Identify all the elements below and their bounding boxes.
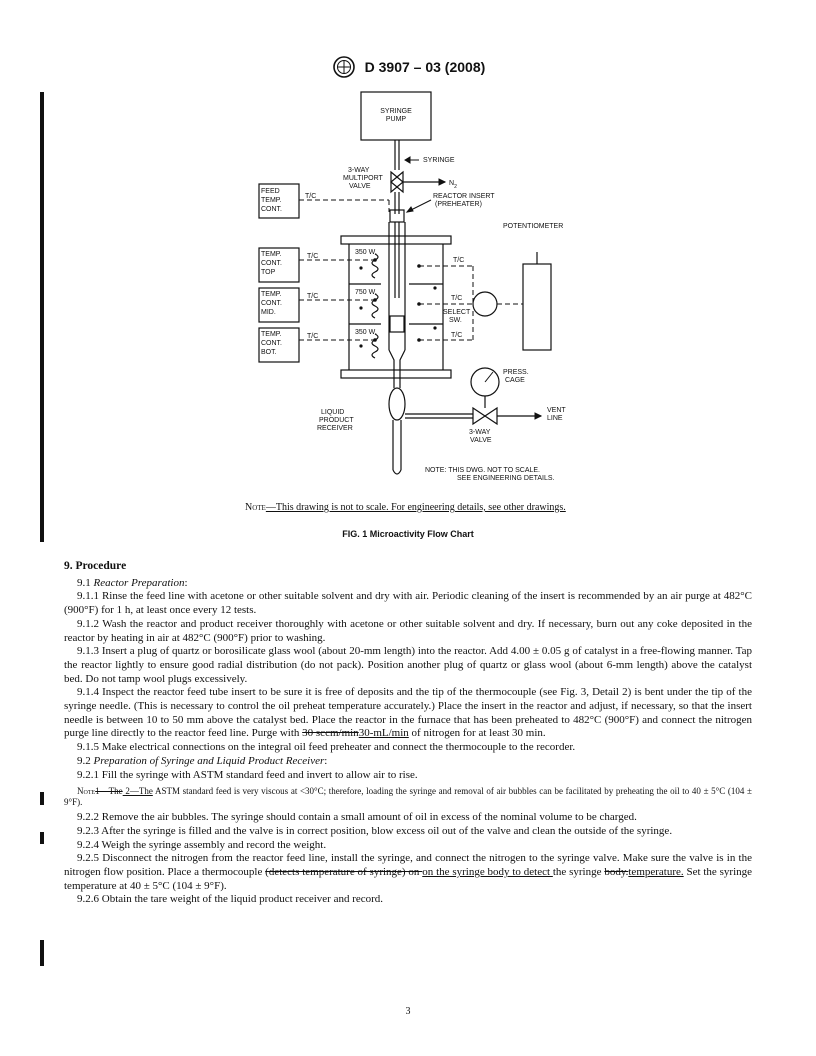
label-tc-mid: T/C (307, 293, 319, 300)
label-3way: 3-WAY (469, 429, 491, 436)
label-valve: 3-WAY (348, 167, 370, 174)
label-receiver: RECEIVER (317, 425, 353, 432)
label-tc-top: T/C (307, 253, 319, 260)
label-note-2: SEE ENGINEERING DETAILS. (457, 475, 555, 482)
label-feed-3: CONT. (261, 206, 282, 213)
para-9-1-5: 9.1.5 Make electrical connections on the integral oil feed preheater and connect the thermocouple to the recorder. (77, 741, 576, 754)
note-label: Note (245, 502, 266, 513)
para-9-2-6: 9.2.6 Obtain the tare weight of the liquid product receiver and record. (77, 893, 384, 906)
revision-bar (40, 940, 44, 966)
para-9-2-3: 9.2.3 After the syringe is filled and the valve is in correct position, blow excess oil out of the valve and clean the outside of the syringe. (77, 824, 673, 837)
label-n2: $N_2$ (449, 180, 457, 190)
label-vent: VENT (547, 407, 566, 414)
label-product: PRODUCT (319, 417, 354, 424)
label-potentiometer: POTENTIOMETER (503, 223, 564, 230)
para-9-2-2: 9.2.2 Remove the air bubbles. The syringe should contain a small amount of oil in excess of the nominal volume to be charged. (77, 811, 637, 824)
procedure-section (64, 560, 752, 907)
astm-logo-icon (331, 56, 357, 78)
note-2: Note1—The 2—The ASTM standard feed is very viscous at <30°C; therefore, loading the syringe and removal of air bubbles can be facilitated by preheating the oil to 40 ± 5°C (104 ± 9°F). (64, 786, 752, 808)
label-tc-right-3: T/C (451, 332, 463, 339)
para-9-2-4: 9.2.4 Weigh the syringe assembly and record the weight. (77, 838, 327, 851)
label-feed-2: TEMP. (261, 197, 282, 204)
label-liquid: LIQUID (321, 409, 345, 416)
para-9-1-3: 9.1.3 Insert a plug of quartz or borosilicate glass wool (about 20-mm length) into the reactor. Add 4.00 ± 0.05 g of catalyst in a free-flowing manner. Tap the reactor lightly to ensure good radial distribution (do not pack). Position another plug of quartz or glass wool (about 6-mm length) above the catalyst bed. Do not tamp wool plugs excessively. (64, 645, 752, 685)
label-tc-right-1: T/C (453, 257, 465, 264)
label-top-2: CONT. (261, 260, 282, 267)
label-bot-3: BOT. (261, 349, 277, 356)
label-bot-2: CONT. (261, 340, 282, 347)
para-9-1-2: 9.1.2 Wash the reactor and product receiver thoroughly with acetone or other suitable solvent and dry. If necessary, burn out any coke deposited in the reactor by heating in air at 482°C (900°F) prior to washing. (64, 617, 752, 644)
label-350w-top: 350 W. (355, 249, 377, 256)
label-valve-2: MULTIPORT (343, 175, 383, 182)
para-9-2: 9.2 Preparation of Syringe and Liquid Product Receiver: (77, 754, 328, 767)
label-valve-bottom: VALVE (470, 437, 492, 444)
label-reactor-insert: REACTOR INSERT (433, 193, 495, 200)
page-number: 3 (405, 1006, 411, 1017)
para-9-2-5: 9.2.5 Disconnect the nitrogen from the reactor feed line, install the syringe, and connect the nitrogen to the syringe valve. Make sure the valve is in the nitrogen flow position. Place a thermocouple (detects temperature of syringe) on on the syringe body to detect the syringe body.temperature. Set the syringe temperature at 40 ± 5°C (104 ± 9°F). (64, 852, 753, 892)
figure-caption: FIG. 1 Microactivity Flow Chart (342, 529, 474, 539)
label-bot: TEMP. (261, 331, 282, 338)
label-cage: CAGE (505, 377, 525, 384)
label-tc-feed: T/C (305, 193, 317, 200)
label-syringe-pump: SYRINGE (380, 108, 412, 115)
para-9-1-1: 9.1.1 Rinse the feed line with acetone or other suitable solvent and dry with air. Periodic cleaning of the insert is recommended by an air purge at 482°C (900°F) for 1 h, at least once every 12 tests. (64, 590, 752, 617)
revision-bar (40, 832, 44, 844)
label-note-1: NOTE: THIS DWG. NOT TO SCALE. (425, 467, 541, 474)
label-preheater: (PREHEATER) (435, 201, 482, 208)
microactivity-flow-chart (245, 88, 590, 493)
label-syringe-pump-2: PUMP (385, 116, 407, 123)
document-header (0, 56, 816, 78)
label-press: PRESS. (503, 369, 529, 376)
label-tc-bot: T/C (307, 333, 319, 340)
para-9-2-1: 9.2.1 Fill the syringe with ASTM standard feed and invert to allow air to rise. (77, 768, 418, 781)
label-tc-right-2: T/C (451, 295, 463, 302)
para-9-1-4: 9.1.4 Inspect the reactor feed tube insert to be sure it is free of deposits and the tip of the thermocouple (see Fig. 3, Detail 2) is bent under the tip of the syringe needle. (This is necessary to control the oil preheat temperature accurately.) Place the insert in the reactor and adjust, if necessary, so that the insert needle is between 10 to 50 mm above the catalyst bed. Place the reactor in the furnace that has been preheated to 482°C (900°F) and connect the nitrogen purge line directly to the reactor feed line. Purge with 30 sccm/min30-mL/min of nitrogen for at least 30 min. (64, 686, 752, 740)
label-select-sw: SW. (449, 317, 462, 324)
label-top-3: TOP (261, 269, 276, 276)
note-text: —This drawing is not to scale. For engineering details, see other drawings. (265, 502, 566, 513)
label-350w-bot: 350 W. (355, 329, 377, 336)
label-select: SELECT (443, 309, 471, 316)
label-syringe: SYRINGE (423, 157, 455, 164)
label-feed: FEED (261, 188, 280, 195)
revision-bar (40, 92, 44, 542)
para-9-1: 9.1 Reactor Preparation: (77, 576, 188, 589)
standard-designation: D 3907 – 03 (2008) (364, 59, 486, 75)
label-top: TEMP. (261, 251, 282, 258)
label-mid: TEMP. (261, 291, 282, 298)
figure-note (245, 501, 585, 514)
label-mid-2: CONT. (261, 300, 282, 307)
label-750w: 750 W. (355, 289, 377, 296)
label-valve-3: VALVE (349, 183, 371, 190)
label-mid-3: MID. (261, 309, 276, 316)
section-heading: 9. Procedure (64, 560, 127, 572)
revision-bar (40, 792, 44, 805)
label-line: LINE (547, 415, 563, 422)
